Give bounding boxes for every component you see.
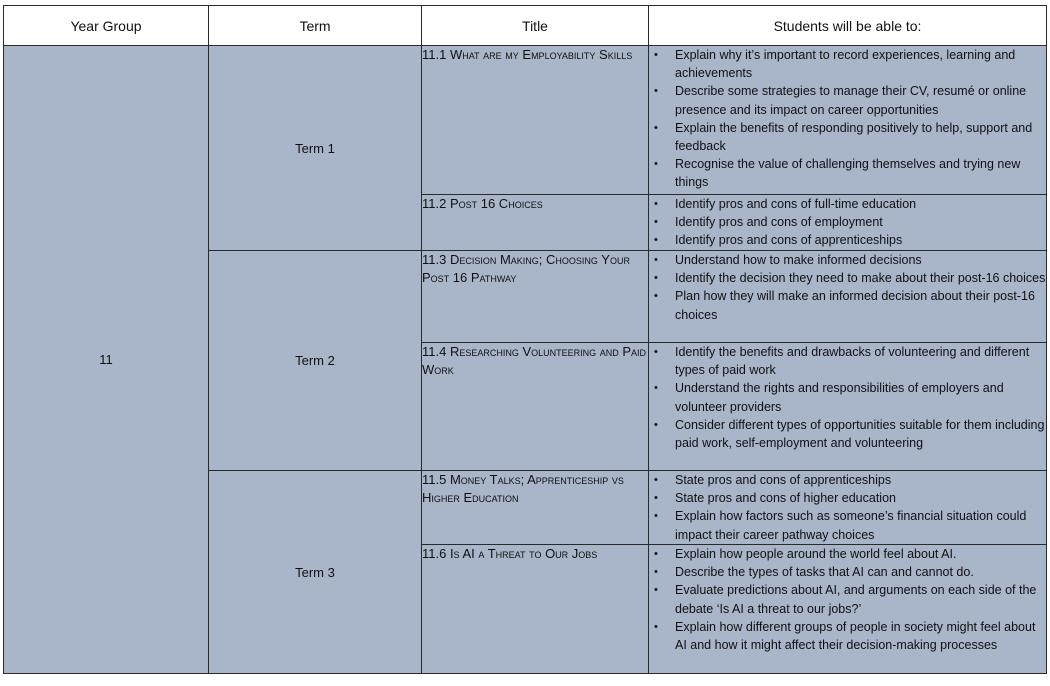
header-outcomes: Students will be able to:	[649, 6, 1047, 46]
list-item: • Identify pros and cons of employment	[654, 215, 883, 230]
lesson-outcomes	[649, 251, 1047, 343]
list-item: • Explain the benefits of responding positively to help, support and feedback	[654, 120, 1033, 154]
lesson-title: 11.6 Is AI a Threat to Our Jobs	[422, 545, 649, 674]
term-cell: Term 3	[209, 471, 422, 674]
lesson-title: 11.3 Decision Making; Choosing Your Post 16 Pathway	[422, 251, 649, 343]
list-item: • State pros and cons of apprenticeships	[654, 473, 892, 487]
lesson-outcomes	[649, 343, 1047, 471]
lesson-outcomes	[649, 545, 1047, 674]
lesson-title: 11.4 Researching Volunteering and Paid Work	[422, 343, 649, 471]
list-item: • Explain how people around the world feel about AI.	[654, 547, 957, 561]
list-item: • State pros and cons of higher education	[654, 491, 896, 506]
list-item: • Plan how they will make an informed decision about their post-16 choices	[654, 289, 1035, 322]
curriculum-table	[3, 5, 1047, 674]
header-row	[4, 6, 1047, 46]
header-year-group: Year Group	[4, 6, 209, 46]
header-term: Term	[209, 6, 422, 46]
list-item: • Recognise the value of challenging themselves and trying new things	[654, 157, 1021, 190]
lesson-outcomes	[649, 195, 1047, 251]
year-group-cell: 11	[4, 46, 209, 674]
header-title: Title	[422, 6, 649, 46]
lesson-title: 11.2 Post 16 Choices	[422, 195, 649, 251]
list-item: • Consider different types of opportunities suitable for them including paid work, self-employment and volunteering	[654, 417, 1045, 451]
list-item: • Describe the types of tasks that AI can and cannot do.	[654, 565, 974, 580]
list-item: • Understand the rights and responsibilities of employers and volunteer providers	[654, 381, 1004, 414]
list-item: • Describe some strategies to manage their CV, resumé or online presence and its impact on career opportunities	[654, 84, 1027, 117]
list-item: • Explain why it’s important to record experiences, learning and achievements	[654, 48, 1016, 81]
term-cell: Term 1	[209, 46, 422, 251]
list-item: • Understand how to make informed decisions	[654, 253, 922, 267]
list-item: • Evaluate predictions about AI, and arguments on each side of the debate ‘Is AI a threat to our jobs?’	[654, 583, 1037, 616]
list-item: • Explain how factors such as someone’s financial situation could impact their career pathway choices	[654, 509, 1027, 542]
term-cell: Term 2	[209, 251, 422, 471]
list-item: • Identify the decision they need to make about their post-16 choices	[654, 271, 1046, 286]
lesson-title: 11.5 Money Talks; Apprenticeship vs Higher Education	[422, 471, 649, 545]
table-row	[4, 46, 1047, 195]
lesson-title: 11.1 What are my Employability Skills	[422, 46, 649, 195]
list-item: • Identify the benefits and drawbacks of volunteering and different types of paid work	[654, 345, 1030, 378]
lesson-outcomes	[649, 46, 1047, 195]
lesson-outcomes	[649, 471, 1047, 545]
list-item: • Identify pros and cons of apprenticeships	[654, 233, 903, 248]
list-item: • Explain how different groups of people in society might feel about AI and how it might affect their decision-making processes	[654, 619, 1036, 653]
list-item: • Identify pros and cons of full-time education	[654, 197, 917, 211]
